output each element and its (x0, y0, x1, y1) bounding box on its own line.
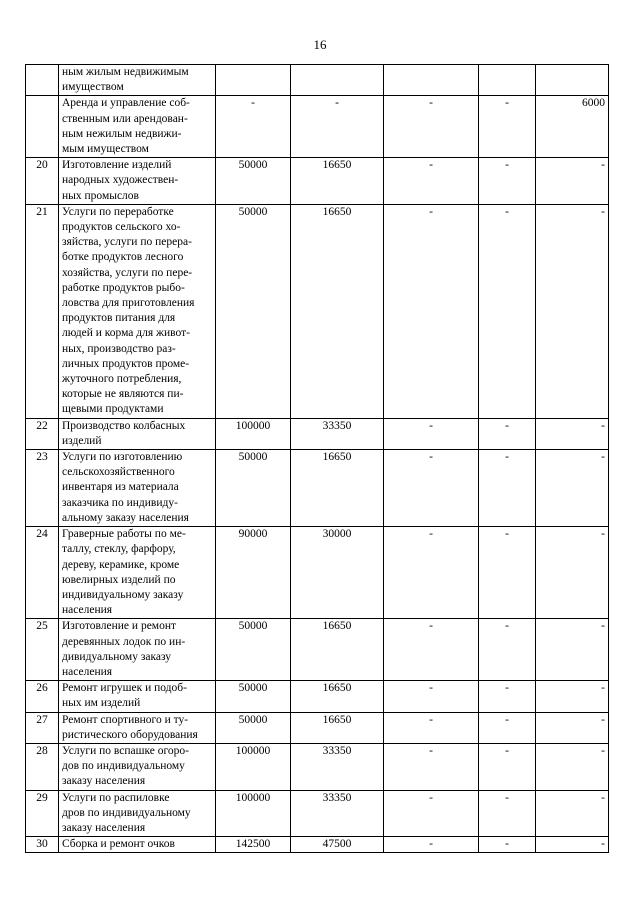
value-cell-1: 50000 (216, 619, 291, 681)
value-cell-3: - (384, 527, 479, 619)
value-cell-1 (216, 65, 291, 96)
activity-name-cell: ным жилым недвижимым имуществом (59, 65, 216, 96)
value-cell-5: - (536, 712, 609, 743)
value-cell-5: - (536, 619, 609, 681)
value-cell-3: - (384, 619, 479, 681)
value-cell-3: - (384, 837, 479, 853)
value-cell-1: 50000 (216, 450, 291, 527)
activity-name-cell: Услуги по распиловке дров по индивидуальному заказу населения (59, 790, 216, 837)
value-cell-1: 50000 (216, 158, 291, 205)
row-number-cell: 23 (26, 450, 59, 527)
value-cell-3: - (384, 450, 479, 527)
value-cell-1: 50000 (216, 712, 291, 743)
value-cell-2: 33350 (291, 743, 384, 790)
value-cell-1: 142500 (216, 837, 291, 853)
row-number-cell: 28 (26, 743, 59, 790)
activities-table (25, 64, 609, 853)
value-cell-3: - (384, 96, 479, 158)
activity-name-cell: Ремонт игрушек и подоб- ных им изделий (59, 681, 216, 712)
row-number-cell: 26 (26, 681, 59, 712)
value-cell-4: - (479, 158, 536, 205)
table-row (26, 527, 609, 619)
activity-name-cell: Изготовление и ремонт деревянных лодок по ин- дивидуальному заказу населения (59, 619, 216, 681)
value-cell-5: - (536, 418, 609, 449)
table-row (26, 450, 609, 527)
value-cell-5: - (536, 743, 609, 790)
value-cell-5: - (536, 158, 609, 205)
value-cell-3 (384, 65, 479, 96)
value-cell-4: - (479, 681, 536, 712)
activity-name-cell: Услуги по изготовлению сельскохозяйственного инвентаря из материала заказчика по индивиду- альному заказу населения (59, 450, 216, 527)
value-cell-5 (536, 65, 609, 96)
activity-name-cell: Граверные работы по ме- таллу, стеклу, фарфору, дереву, керамике, кроме ювелирных изделий по индивидуальному заказу населения (59, 527, 216, 619)
table-row (26, 681, 609, 712)
row-number-cell: 27 (26, 712, 59, 743)
table-row (26, 743, 609, 790)
table-row (26, 96, 609, 158)
activity-name-cell: Услуги по вспашке огоро- дов по индивидуальному заказу населения (59, 743, 216, 790)
value-cell-2: 30000 (291, 527, 384, 619)
value-cell-5: - (536, 790, 609, 837)
value-cell-3: - (384, 204, 479, 418)
table-row (26, 837, 609, 853)
table-row (26, 65, 609, 96)
value-cell-4: - (479, 619, 536, 681)
value-cell-2: - (291, 96, 384, 158)
row-number-cell (26, 96, 59, 158)
value-cell-3: - (384, 743, 479, 790)
value-cell-1: 90000 (216, 527, 291, 619)
table-row (26, 619, 609, 681)
activity-name-cell: Сборка и ремонт очков (59, 837, 216, 853)
table-row (26, 712, 609, 743)
value-cell-1: 100000 (216, 418, 291, 449)
value-cell-2: 16650 (291, 712, 384, 743)
row-number-cell: 24 (26, 527, 59, 619)
value-cell-1: 50000 (216, 204, 291, 418)
value-cell-5: - (536, 450, 609, 527)
page-number: 16 (313, 37, 327, 52)
table-row (26, 158, 609, 205)
value-cell-3: - (384, 418, 479, 449)
activity-name-cell: Аренда и управление соб- ственным или арендован- ным нежилым недвижи- мым имуществом (59, 96, 216, 158)
value-cell-3: - (384, 790, 479, 837)
value-cell-4: - (479, 450, 536, 527)
value-cell-5: - (536, 527, 609, 619)
value-cell-4: - (479, 204, 536, 418)
value-cell-1: - (216, 96, 291, 158)
row-number-cell: 29 (26, 790, 59, 837)
value-cell-3: - (384, 158, 479, 205)
table-row (26, 790, 609, 837)
value-cell-4 (479, 65, 536, 96)
row-number-cell: 20 (26, 158, 59, 205)
value-cell-4: - (479, 712, 536, 743)
value-cell-1: 100000 (216, 790, 291, 837)
value-cell-2 (291, 65, 384, 96)
value-cell-1: 100000 (216, 743, 291, 790)
value-cell-4: - (479, 96, 536, 158)
value-cell-1: 50000 (216, 681, 291, 712)
row-number-cell: 25 (26, 619, 59, 681)
value-cell-2: 16650 (291, 450, 384, 527)
row-number-cell (26, 65, 59, 96)
activity-name-cell: Ремонт спортивного и ту- ристического оборудования (59, 712, 216, 743)
value-cell-2: 16650 (291, 204, 384, 418)
activity-name-cell: Услуги по переработке продуктов сельского хо- зяйства, услуги по перера- ботке продуктов лесного хозяйства, услуги по пере- работке продуктов рыбо- ловства для приготовления продуктов питания для людей и корма для живот- ных, производство раз- личных продуктов проме- жуточного потребления, которые не являются пи- щевыми продуктами (59, 204, 216, 418)
value-cell-5: - (536, 681, 609, 712)
value-cell-4: - (479, 743, 536, 790)
value-cell-4: - (479, 527, 536, 619)
value-cell-3: - (384, 681, 479, 712)
value-cell-2: 33350 (291, 418, 384, 449)
activity-name-cell: Производство колбасных изделий (59, 418, 216, 449)
value-cell-2: 16650 (291, 681, 384, 712)
value-cell-5: - (536, 204, 609, 418)
value-cell-2: 47500 (291, 837, 384, 853)
table-row (26, 204, 609, 418)
table-row (26, 418, 609, 449)
value-cell-5: - (536, 837, 609, 853)
value-cell-3: - (384, 712, 479, 743)
value-cell-2: 16650 (291, 158, 384, 205)
row-number-cell: 22 (26, 418, 59, 449)
value-cell-2: 16650 (291, 619, 384, 681)
value-cell-4: - (479, 418, 536, 449)
value-cell-4: - (479, 837, 536, 853)
value-cell-5: 6000 (536, 96, 609, 158)
value-cell-4: - (479, 790, 536, 837)
value-cell-2: 33350 (291, 790, 384, 837)
row-number-cell: 21 (26, 204, 59, 418)
row-number-cell: 30 (26, 837, 59, 853)
activity-name-cell: Изготовление изделий народных художествен- ных промыслов (59, 158, 216, 205)
